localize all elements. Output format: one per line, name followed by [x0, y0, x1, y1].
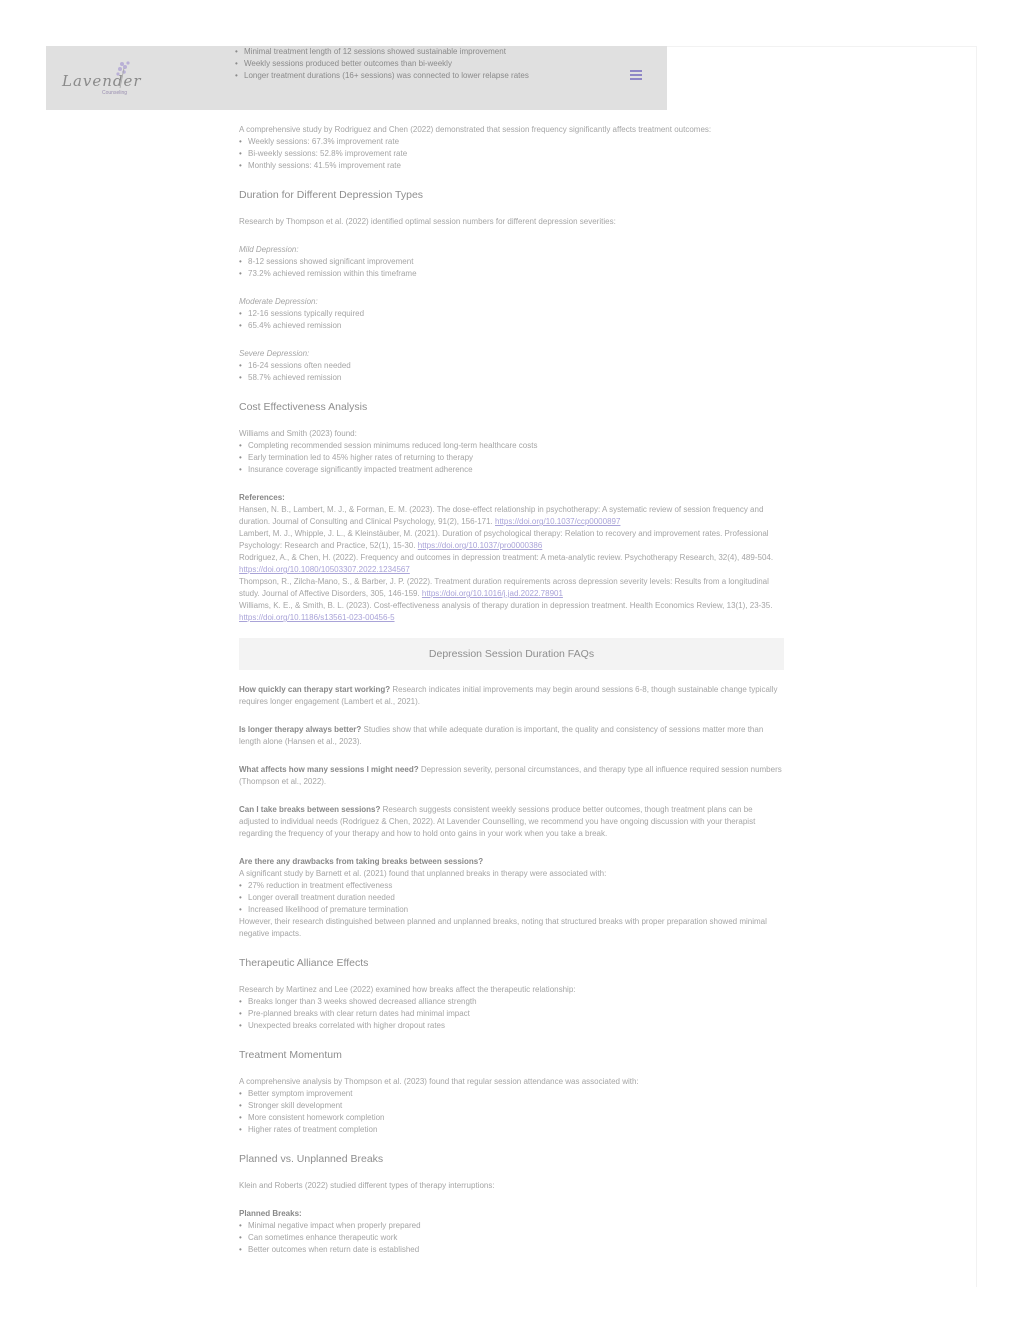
- doi-link[interactable]: https://doi.org/10.1037/ccp0000897: [495, 517, 621, 526]
- list-item: • Minimal treatment length of 12 sessions showed sustainable improvement: [235, 46, 529, 58]
- list-item: • More consistent homework completion: [239, 1112, 784, 1124]
- list-item: • 65.4% achieved remission: [239, 320, 784, 332]
- references-label: References:: [239, 493, 285, 502]
- bullet-list: [239, 136, 784, 172]
- paragraph: However, their research distinguished between planned and unplanned breaks, noting that structured breaks with proper preparation showed minimal negative impacts.: [239, 917, 767, 938]
- list-item: • Better outcomes when return date is established: [239, 1244, 784, 1256]
- faq-item: Can I take breaks between sessions? Research suggests consistent weekly sessions produce better outcomes, though treatment plans can be adjusted to individual needs (Rodriguez & Chen, 2022). At Lavender Counselling, we recommend you have ongoing discussion with your therapist regarding the frequency of your therapy and how to hold onto gains in your work when you take a break.: [239, 805, 756, 838]
- reference-entry: Lambert, M. J., Whipple, J. L., & Kleinstäuber, M. (2021). Duration of psychological therapy: Relation to recovery and improvement rates. Professional Psychology: Research and Practice, 52(1), 15-30. https://doi.org/10.1037/pro0000386: [239, 529, 769, 550]
- subheading-mild: Mild Depression:: [239, 245, 299, 254]
- list-item: • Weekly sessions produced better outcomes than bi-weekly: [235, 58, 529, 70]
- lavender-counseling-logo[interactable]: [62, 58, 172, 98]
- list-item: • 27% reduction in treatment effectiveness: [239, 880, 784, 892]
- section-title: Therapeutic Alliance Effects: [239, 957, 369, 969]
- bullet-list: [239, 256, 784, 280]
- list-item: • 8-12 sessions showed significant improvement: [239, 256, 784, 268]
- subheading-severe: Severe Depression:: [239, 349, 310, 358]
- bullet-list: [239, 1088, 784, 1136]
- bullet-list: [239, 996, 784, 1032]
- list-item: • Can sometimes enhance therapeutic work: [239, 1232, 784, 1244]
- faq-heading-bar: Depression Session Duration FAQs: [239, 638, 784, 670]
- list-item: • 58.7% achieved remission: [239, 372, 784, 384]
- doi-link[interactable]: https://doi.org/10.1186/s13561-023-00456-5: [239, 613, 395, 622]
- bullet-list: [239, 440, 784, 476]
- reference-entry: Thompson, R., Zilcha-Mano, S., & Barber, J. P. (2022). Treatment duration requirements across depression severity levels: Results from a longitudinal study. Journal of Affective Disorders, 305, 146-159. https://doi.org/10.1016/j.jad.2022.78901: [239, 577, 769, 598]
- faq-item: What affects how many sessions I might need? Depression severity, personal circumstances, and therapy type all influence required session numbers (Thompson et al., 2022).: [239, 765, 782, 786]
- list-item: • Pre-planned breaks with clear return dates had minimal impact: [239, 1008, 784, 1020]
- list-item: • Minimal negative impact when properly prepared: [239, 1220, 784, 1232]
- paragraph: Research by Martinez and Lee (2022) examined how breaks affect the therapeutic relationship:: [239, 985, 576, 994]
- bullet-list: [239, 360, 784, 384]
- list-item: • Early termination led to 45% higher rates of returning to therapy: [239, 452, 784, 464]
- subheading-planned: Planned Breaks:: [239, 1209, 302, 1218]
- list-item: • Breaks longer than 3 weeks showed decreased alliance strength: [239, 996, 784, 1008]
- reference-entry: Rodriguez, A., & Chen, H. (2022). Frequency and outcomes in depression treatment: A meta-analytic review. Psychotherapy Research, 32(4), 489-504. https://doi.org/10.1080/10503307.2022.1234567: [239, 553, 774, 574]
- bullet-list: [239, 308, 784, 332]
- header-overlap-list: [235, 46, 529, 82]
- list-item: • Higher rates of treatment completion: [239, 1124, 784, 1136]
- list-item: • Better symptom improvement: [239, 1088, 784, 1100]
- paragraph: A comprehensive study by Rodriguez and Chen (2022) demonstrated that session frequency significantly affects treatment outcomes:: [239, 125, 712, 134]
- list-item: • Weekly sessions: 67.3% improvement rate: [239, 136, 784, 148]
- reference-entry: Williams, K. E., & Smith, B. L. (2023). Cost-effectiveness analysis of therapy duration in depression treatment. Health Economics Review, 13(1), 23-35. https://doi.org/10.1186/s13561-023-00456-5: [239, 601, 773, 622]
- doi-link[interactable]: https://doi.org/10.1016/j.jad.2022.78901: [421, 589, 563, 598]
- paragraph: A comprehensive analysis by Thompson et al. (2023) found that regular session attendance was associated with:: [239, 1077, 639, 1086]
- logo-subtitle: Counseling: [102, 90, 128, 96]
- faq-item: Is longer therapy always better? Studies show that while adequate duration is important, the quality and consistency of sessions matter more than length alone (Hansen et al., 2023).: [239, 725, 764, 746]
- bullet-list: [239, 1220, 784, 1256]
- list-item: • Monthly sessions: 41.5% improvement rate: [239, 160, 784, 172]
- section-title: Duration for Different Depression Types: [239, 189, 424, 201]
- subheading-moderate: Moderate Depression:: [239, 297, 318, 306]
- list-item: • 73.2% achieved remission within this timeframe: [239, 268, 784, 280]
- list-item: • Longer overall treatment duration needed: [239, 892, 784, 904]
- hamburger-menu-icon[interactable]: [630, 70, 642, 80]
- faq-question: Are there any drawbacks from taking breaks between sessions?: [239, 857, 484, 866]
- paragraph: Williams and Smith (2023) found:: [239, 429, 357, 438]
- doi-link[interactable]: https://doi.org/10.1037/pro0000386: [417, 541, 543, 550]
- list-item: • Bi-weekly sessions: 52.8% improvement rate: [239, 148, 784, 160]
- list-item: • Completing recommended session minimums reduced long-term healthcare costs: [239, 440, 784, 452]
- faq-item: How quickly can therapy start working? Research indicates initial improvements may begin around sessions 6-8, though sustainable change typically requires longer engagement (Lambert et al., 2021).: [239, 685, 778, 706]
- article-content: [239, 96, 784, 1256]
- logo-wordmark: Lavender: [62, 72, 142, 90]
- reference-entry: Hansen, N. B., Lambert, M. J., & Forman, E. M. (2023). The dose-effect relationship in psychotherapy: A systematic review of session frequency and duration. Journal of Consulting and Clinical Psychology, 91(2), 156-171. https://doi.org/10.1037/ccp0000897: [239, 505, 764, 526]
- list-item: • 16-24 sessions often needed: [239, 360, 784, 372]
- list-item: • Insurance coverage significantly impacted treatment adherence: [239, 464, 784, 476]
- section-title: Planned vs. Unplanned Breaks: [239, 1153, 384, 1165]
- paragraph: Klein and Roberts (2022) studied different types of therapy interruptions:: [239, 1181, 495, 1190]
- list-item: • 12-16 sessions typically required: [239, 308, 784, 320]
- list-item: • Increased likelihood of premature termination: [239, 904, 784, 916]
- site-header: [46, 46, 667, 110]
- section-title: Cost Effectiveness Analysis: [239, 401, 368, 413]
- paragraph: Research by Thompson et al. (2022) identified optimal session numbers for different depression severities:: [239, 217, 616, 226]
- paragraph: A significant study by Barnett et al. (2021) found that unplanned breaks in therapy were associated with:: [239, 869, 607, 878]
- bullet-list: [239, 880, 784, 916]
- section-title: Treatment Momentum: [239, 1049, 342, 1061]
- list-item: • Longer treatment durations (16+ sessions) was connected to lower relapse rates: [235, 70, 529, 82]
- list-item: • Stronger skill development: [239, 1100, 784, 1112]
- doi-link[interactable]: https://doi.org/10.1080/10503307.2022.1234567: [239, 565, 410, 574]
- list-item: • Unexpected breaks correlated with higher dropout rates: [239, 1020, 784, 1032]
